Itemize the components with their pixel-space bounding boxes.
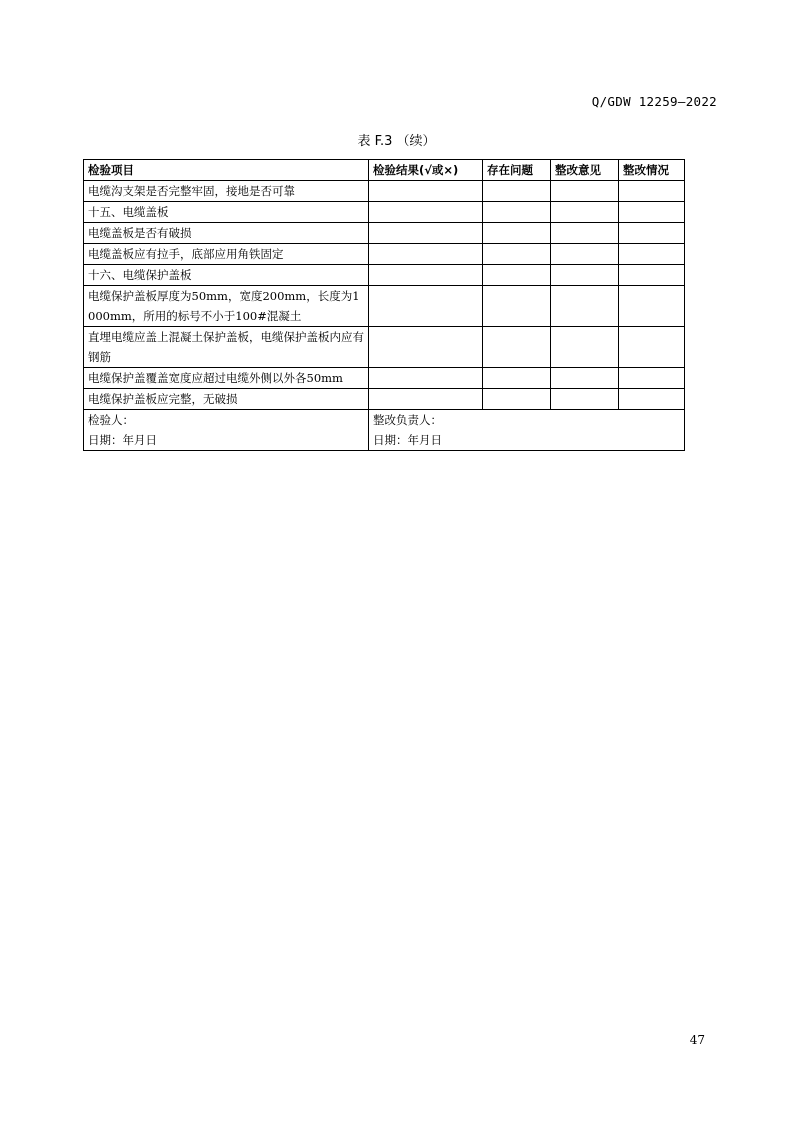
status-cell[interactable] (619, 244, 685, 265)
problem-cell[interactable] (483, 181, 551, 202)
problem-cell[interactable] (483, 202, 551, 223)
status-cell[interactable] (619, 181, 685, 202)
opinion-cell[interactable] (551, 368, 619, 389)
result-cell[interactable] (369, 286, 483, 327)
result-cell[interactable] (369, 202, 483, 223)
status-cell[interactable] (619, 286, 685, 327)
table-row (84, 327, 685, 368)
item-cell: 电缆保护盖板应完整，无破损 (84, 389, 369, 410)
table-row (84, 244, 685, 265)
status-cell[interactable] (619, 389, 685, 410)
inspector-label: 检验人： (88, 413, 134, 427)
status-cell[interactable] (619, 223, 685, 244)
table-header-row (84, 160, 685, 181)
result-cell[interactable] (369, 389, 483, 410)
problem-cell[interactable] (483, 244, 551, 265)
opinion-cell[interactable] (551, 286, 619, 327)
status-cell[interactable] (619, 265, 685, 286)
result-cell[interactable] (369, 368, 483, 389)
table-row (84, 181, 685, 202)
opinion-cell[interactable] (551, 389, 619, 410)
opinion-cell[interactable] (551, 265, 619, 286)
result-cell[interactable] (369, 223, 483, 244)
table-title: 表 F.3 （续） (357, 134, 436, 149)
problem-cell[interactable] (483, 389, 551, 410)
opinion-cell[interactable] (551, 244, 619, 265)
item-cell: 电缆保护盖覆盖宽度应超过电缆外侧以外各50mm (84, 368, 369, 389)
status-cell[interactable] (619, 368, 685, 389)
rectifier-label: 整改负责人： (373, 413, 442, 427)
result-cell[interactable] (369, 181, 483, 202)
item-cell: 电缆保护盖板厚度为50mm，宽度200mm，长度为1000mm，所用的标号不小于100#混凝土 (84, 286, 369, 327)
problem-cell[interactable] (483, 286, 551, 327)
inspector-date: 日期：年月日 (88, 433, 157, 447)
table-row (84, 202, 685, 223)
column-header-status: 整改情况 (619, 160, 685, 181)
inspection-table (83, 159, 685, 451)
result-cell[interactable] (369, 265, 483, 286)
table-row (84, 223, 685, 244)
section-heading-cell: 十五、电缆盖板 (84, 202, 369, 223)
result-cell[interactable] (369, 244, 483, 265)
item-cell: 电缆盖板应有拉手，底部应用角铁固定 (84, 244, 369, 265)
rectifier-signature-cell[interactable] (369, 410, 685, 451)
section-heading-cell: 十六、电缆保护盖板 (84, 265, 369, 286)
opinion-cell[interactable] (551, 327, 619, 368)
column-header-opinion: 整改意见 (551, 160, 619, 181)
table-row (84, 389, 685, 410)
opinion-cell[interactable] (551, 202, 619, 223)
opinion-cell[interactable] (551, 181, 619, 202)
page-number: 47 (689, 1033, 705, 1047)
rectifier-date: 日期：年月日 (373, 433, 442, 447)
table-row (84, 368, 685, 389)
problem-cell[interactable] (483, 368, 551, 389)
column-header-item: 检验项目 (84, 160, 369, 181)
problem-cell[interactable] (483, 223, 551, 244)
inspector-signature-cell[interactable] (84, 410, 369, 451)
item-cell: 电缆盖板是否有破损 (84, 223, 369, 244)
item-cell: 直埋电缆应盖上混凝土保护盖板，电缆保护盖板内应有钢筋 (84, 327, 369, 368)
status-cell[interactable] (619, 202, 685, 223)
status-cell[interactable] (619, 327, 685, 368)
table-row (84, 265, 685, 286)
column-header-result: 检验结果(√或×) (369, 160, 483, 181)
problem-cell[interactable] (483, 327, 551, 368)
problem-cell[interactable] (483, 265, 551, 286)
document-code: Q/GDW 12259—2022 (591, 94, 717, 109)
opinion-cell[interactable] (551, 223, 619, 244)
column-header-problem: 存在问题 (483, 160, 551, 181)
table-row (84, 286, 685, 327)
signature-row (84, 410, 685, 451)
item-cell: 电缆沟支架是否完整牢固，接地是否可靠 (84, 181, 369, 202)
result-cell[interactable] (369, 327, 483, 368)
